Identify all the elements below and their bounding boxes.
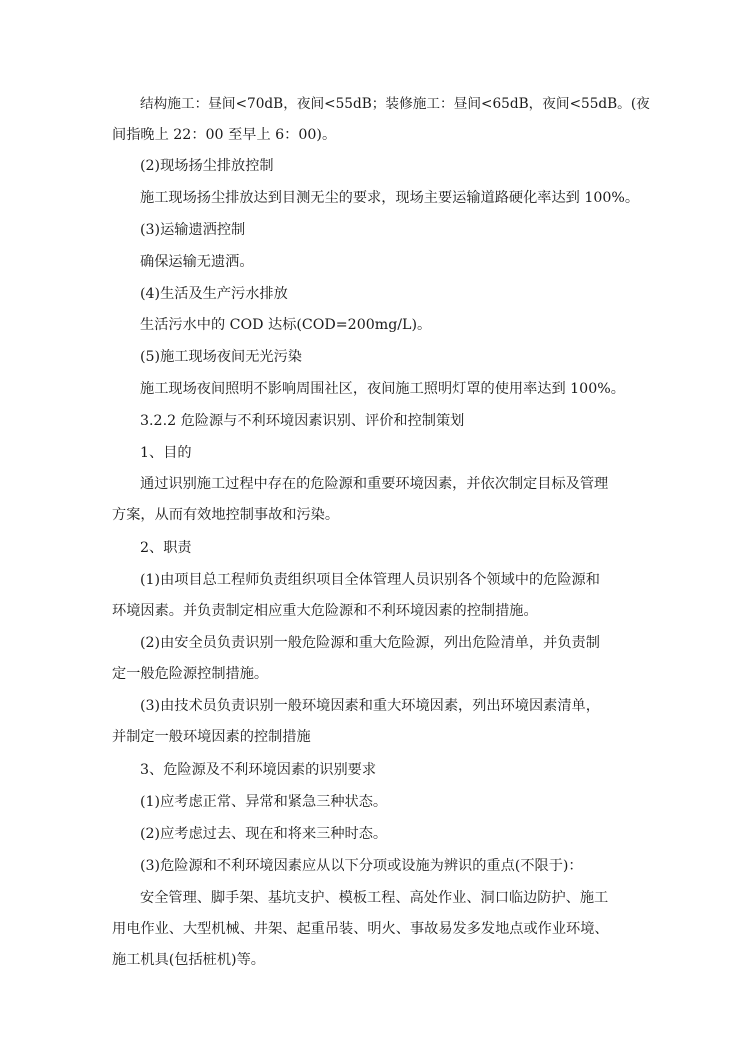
heading-light-pollution: (5)施工现场夜间无光污染	[140, 349, 302, 365]
section-heading-3-2-2: 3.2.2 危险源与不利环境因素识别、评价和控制策划	[140, 413, 465, 429]
text-line-resp-2a: (2)由安全员负责识别一般危险源和重大危险源，列出危险清单，并负责制	[140, 635, 600, 651]
text-line-req-2: (2)应考虑过去、现在和将来三种时态。	[140, 826, 388, 842]
text-line-purpose-1: 通过识别施工过程中存在的危险源和重要环境因素，并依次制定目标及管理	[140, 476, 609, 492]
text-line-resp-1b: 环境因素。并负责制定相应重大危险源和不利环境因素的控制措施。	[112, 603, 538, 619]
text-line-resp-1a: (1)由项目总工程师负责组织项目全体管理人员识别各个领域中的危险源和	[140, 572, 600, 588]
heading-responsibilities: 2、职责	[140, 540, 192, 556]
text-line-night-hours: 间指晚上 22：00 至早上 6：00)。	[112, 127, 337, 143]
text-line-no-spill: 确保运输无遗洒。	[140, 254, 254, 270]
text-line-items-3: 施工机具(包括桩机)等。	[112, 952, 265, 968]
heading-dust-control: (2)现场扬尘排放控制	[140, 158, 274, 174]
text-line-resp-3a: (3)由技术员负责识别一般环境因素和重大环境因素，列出环境因素清单，	[140, 698, 600, 714]
text-line-cod-standard: 生活污水中的 COD 达标(COD=200mg/L)。	[140, 317, 432, 333]
text-line-night-lighting: 施工现场夜间照明不影响周围社区，夜间施工照明灯罩的使用率达到 100%。	[140, 381, 625, 397]
heading-purpose: 1、目的	[140, 445, 192, 461]
heading-spill-control: (3)运输遗洒控制	[140, 222, 246, 238]
text-line-req-1: (1)应考虑正常、异常和紧急三种状态。	[140, 794, 388, 810]
text-line-items-2: 用电作业、大型机械、井架、起重吊装、明火、事故易发多发地点或作业环境、	[112, 921, 609, 937]
heading-identification: 3、危险源及不利环境因素的识别要求	[140, 762, 377, 778]
text-line-resp-2b: 定一般危险源控制措施。	[112, 666, 269, 682]
text-line-req-3: (3)危险源和不利环境因素应从以下分项或设施为辨识的重点(不限于)：	[140, 858, 583, 874]
heading-wastewater: (4)生活及生产污水排放	[140, 286, 288, 302]
text-line-purpose-2: 方案，从而有效地控制事故和污染。	[112, 507, 340, 523]
text-line-structure-noise: 结构施工：昼间<70dB，夜间<55dB；装修施工：昼间<65dB，夜间<55dB。(夜	[140, 96, 650, 112]
text-line-items-1: 安全管理、脚手架、基坑支护、模板工程、高处作业、洞口临边防护、施工	[140, 890, 609, 906]
text-line-dust-requirement: 施工现场扬尘排放达到目测无尘的要求，现场主要运输道路硬化率达到 100%。	[140, 190, 640, 206]
text-line-resp-3b: 并制定一般环境因素的控制措施	[112, 729, 311, 745]
